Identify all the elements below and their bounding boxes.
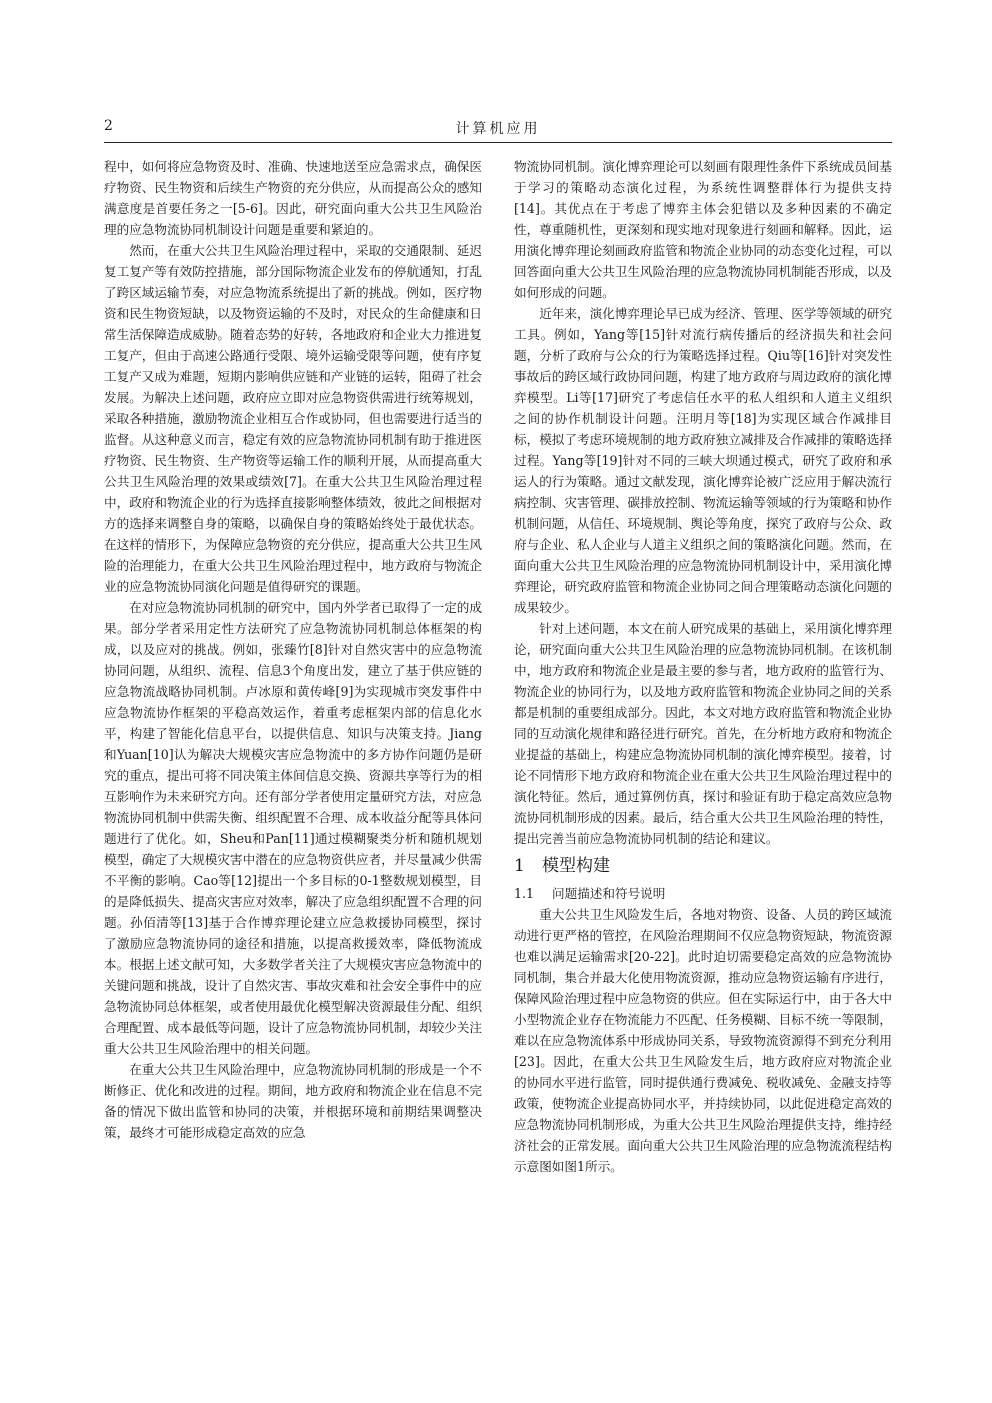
- subsection-title: 问题描述和符号说明: [552, 886, 666, 901]
- section-title: 模型构建: [542, 856, 610, 876]
- body-paragraph: 然而，在重大公共卫生风险治理过程中，采取的交通限制、延迟复工复产等有效防控措施，部分国际物流企业发布的停航通知，打乱了跨区域运输节奏，对应急物流系统提出了新的挑战。例如，医疗物资和民生物资短缺，以及物资运输的不及时，对民众的生命健康和日常生活保障造成威胁。随着态势的好转，各地政府和企业大力推进复工复产，但由于高速公路通行受限、境外运输受限等问题，使有序复工复产又成为难题，短期内影响供应链和产业链的运转，阻碍了社会发展。为解决上述问题，政府应立即对应急物资供需进行统筹规划，采取各种措施，激励物流企业相互合作或协同，但也需要进行适当的监督。从这种意义而言，稳定有效的应急物流协同机制有助于推进医疗物资、民生物资、生产物资等运输工作的顺利开展，从而提高重大公共卫生风险治理的效果或绩效[7]。在重大公共卫生风险治理过程中，政府和物流企业的行为选择直接影响整体绩效，彼此之间根据对方的选择来调整自身的策略，以确保自身的策略始终处于最优状态。在这样的情形下，为保障应急物资的充分供应，提高重大公共卫生风险的治理能力，在重大公共卫生风险治理过程中，地方政府与物流企业的应急物流协同演化问题是值得研究的课题。: [104, 243, 482, 594]
- section-number: 1: [514, 856, 525, 876]
- subsection-number: 1.1: [514, 886, 535, 901]
- running-header: [104, 118, 892, 144]
- body-paragraph: 针对上述问题，本文在前人研究成果的基础上，采用演化博弈理论，研究面向重大公共卫生风险治理的应急物流协同机制。在该机制中，地方政府和物流企业是最主要的参与者，地方政府的监管行为、物流企业的协同行为，以及地方政府监管和物流企业协同之间的关系都是机制的重要组成部分。因此，本文对地方政府监管和物流企业协同的互动演化规律和路径进行研究。首先，在分析地方政府和物流企业提益的基础上，构建应急物流协同机制的演化博弈模型。接着，讨论不同情形下地方政府和物流企业在重大公共卫生风险治理过程中的演化特征。然后，通过算例仿真，探讨和验证有助于稳定高效应急物流协同机制形成的因素。最后，结合重大公共卫生风险治理的特性，提出完善当前应急物流协同机制的结论和建议。: [514, 621, 892, 846]
- body-paragraph: 近年来，演化博弈理论早已成为经济、管理、医学等领域的研究工具。例如，Yang等[15]针对流行病传播后的经济损失和社会问题，分析了政府与公众的行为策略选择过程。Qiu等[16]针对突发性事故后的跨区域行政协同问题，构建了地方政府与周边政府的演化博弈模型。Li等[17]研究了考虑信任水平的私人组织和人道主义组织之间的协作机制设计问题。汪明月等[18]为实现区域合作减排目标，模拟了考虑环境规制的地方政府独立减排及合作减排的策略选择过程。Yang等[19]针对不同的三峡大坝通过模式，研究了政府和承运人的行为策略。通过文献发现，演化博弈论被广泛应用于解决流行病控制、灾害管理、碳排放控制、物流运输等领域的行为策略和协作机制问题，从信任、环境规制、舆论等角度，探究了政府与公众、政府与企业、私人企业与人道主义组织之间的策略演化问题。然而，在面向重大公共卫生风险治理的应急物流协同机制设计中，采用演化博弈理论，研究政府监管和物流企业协同之间合理策略动态演化问题的成果较少。: [514, 306, 892, 615]
- page-number: 2: [104, 118, 113, 134]
- body-paragraph: 重大公共卫生风险发生后，各地对物资、设备、人员的跨区域流动进行更严格的管控，在风险治理期间不仅应急物资短缺，物流资源也难以满足运输需求[20-22]。此时迫切需要稳定高效的应急物流协同机制，集合并最大化使用物流资源，推动应急物资运输有序进行，保障风险治理过程中应急物资的供应。但在实际运行中，由于各大中小型物流企业存在物流能力不匹配、任务模糊、目标不统一等限制，难以在应急物流体系中形成协同关系，导致物流资源得不到充分利用[23]。因此，在重大公共卫生风险发生后，地方政府应对物流企业的协同水平进行监管，同时提供通行费减免、税收减免、金融支持等政策，使物流企业提高协同水平，并持续协同，以此促进稳定高效的应急物流协同机制形成，为重大公共卫生风险治理提供支持，维持经济社会的正常发展。面向重大公共卫生风险治理的应急物流流程结构示意图如图1所示。: [514, 907, 892, 1174]
- left-column: [104, 156, 482, 1143]
- section-heading: [514, 853, 892, 879]
- subsection-heading: [514, 883, 892, 904]
- body-paragraph: 在对应急物流协同机制的研究中，国内外学者已取得了一定的成果。部分学者采用定性方法研究了应急物流协同机制总体框架的构成，以及应对的挑战。例如，张臻竹[8]针对自然灾害中的应急物流协同问题，从组织、流程、信息3个角度出发，建立了基于供应链的应急物流战略协同机制。卢冰原和黄传峰[9]为实现城市突发事件中应急物流协作框架的平稳高效运作，着重考虑框架内部的信息化水平，构建了智能化信息平台，以提供信息、知识与决策支持。Jiang和Yuan[10]认为解决大规模灾害应急物流中的多方协作问题仍是研究的重点，提出可将不同决策主体间信息交换、资源共享等行为的相互影响作为未来研究方向。还有部分学者使用定量研究方法，对应急物流协同机制中供需失衡、组织配置不合理、成本收益分配等具体问题进行了优化。如，Sheu和Pan[11]通过模糊聚类分析和随机规划模型，确定了大规模灾害中潜在的应急物资供应者，并尽量减少供需不平衡的影响。Cao等[12]提出一个多目标的0-1整数规划模型，目的是降低损失、提高灾害应对效率，解决了应急组织配置不合理的问题。孙佰清等[13]基于合作博弈理论建立应急救援协同模型，探讨了激励应急物流协同的途径和措施，以提高救援效率，降低物流成本。根据上述文献可知，大多数学者关注了大规模灾害应急物流中的关键问题和挑战，设计了自然灾害、事故灾难和社会安全事件中的应急物流协同总体框架，或者使用最优化模型解决资源最佳分配、组织合理配置、成本最低等问题，设计了应急物流协同机制，却较少关注重大公共卫生风险治理中的相关问题。: [104, 600, 482, 1056]
- body-paragraph: 在重大公共卫生风险治理中，应急物流协同机制的形成是一个不断修正、优化和改进的过程。期间，地方政府和物流企业在信息不完备的情况下做出监管和协同的决策，并根据环境和前期结果调整决策，最终才可能形成稳定高效的应急: [104, 1062, 482, 1140]
- body-paragraph: 物流协同机制。演化博弈理论可以刻画有限理性条件下系统成员间基于学习的策略动态演化过程，为系统性调整群体行为提供支持[14]。其优点在于考虑了博弈主体会犯错以及多种因素的不确定性，尊重随机性，更深刻和现实地对现象进行刻画和解释。因此，运用演化博弈理论刻画政府监管和物流企业协同的动态变化过程，可以回答面向重大公共卫生风险治理的应急物流协同机制能否形成，以及如何形成的问题。: [514, 159, 892, 300]
- body-paragraph: 程中，如何将应急物资及时、准确、快速地送至应急需求点，确保医疗物资、民生物资和后续生产物资的充分供应，从而提高公众的感知满意度是首要任务之一[5-6]。因此，研究面向重大公共卫生风险治理的应急物流协同机制设计问题是重要和紧迫的。: [104, 159, 482, 237]
- right-column: [514, 156, 892, 1177]
- header-rule: [104, 142, 892, 143]
- journal-title: 计算机应用: [455, 121, 541, 137]
